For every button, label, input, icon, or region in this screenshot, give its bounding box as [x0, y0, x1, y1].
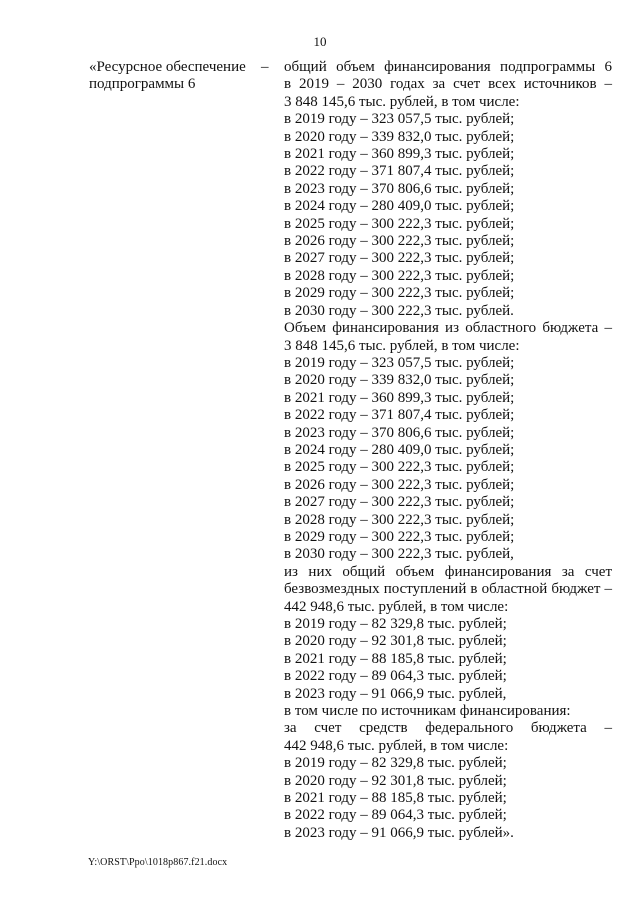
- left-line: «Ресурсное обеспечение: [89, 59, 246, 75]
- text-line: в 2024 году – 280 409,0 тыс. рублей;: [284, 198, 515, 215]
- text-line: в 2022 году – 89 064,3 тыс. рублей;: [284, 668, 507, 685]
- text-line: в 2025 году – 300 222,3 тыс. рублей;: [284, 459, 515, 476]
- text-line: в 2026 году – 300 222,3 тыс. рублей;: [284, 476, 515, 493]
- text-line: 3 848 145,6 тыс. рублей, в том числе:: [284, 337, 520, 354]
- text-line: в 2021 году – 88 185,8 тыс. рублей;: [284, 790, 507, 807]
- text-line: за счет средств федерального бюджета –: [284, 720, 612, 737]
- text-line: общий объем финансирования подпрограммы 6: [284, 59, 612, 75]
- text-line: 442 948,6 тыс. рублей, в том числе:: [284, 737, 509, 754]
- text-line: в 2028 году – 300 222,3 тыс. рублей;: [284, 511, 515, 528]
- text-line: в 2024 году – 280 409,0 тыс. рублей;: [284, 441, 515, 458]
- text-line: в 2022 году – 89 064,3 тыс. рублей;: [284, 807, 507, 824]
- text-line: в 2020 году – 339 832,0 тыс. рублей;: [284, 372, 515, 389]
- text-line: в 2020 году – 339 832,0 тыс. рублей;: [284, 128, 515, 145]
- text-line: в 2023 году – 91 066,9 тыс. рублей».: [284, 824, 514, 841]
- text-line: в 2027 году – 300 222,3 тыс. рублей;: [284, 494, 515, 511]
- text-line: в 2022 году – 371 807,4 тыс. рублей;: [284, 407, 515, 424]
- file-path-footer: Y:\ORST\Ppo\1018p867.f21.docx: [88, 857, 228, 868]
- right-column: [284, 59, 612, 842]
- text-line: в 2021 году – 88 185,8 тыс. рублей;: [284, 650, 507, 667]
- text-line: в 2022 году – 371 807,4 тыс. рублей;: [284, 163, 515, 180]
- text-line: в 2023 году – 91 066,9 тыс. рублей,: [284, 685, 507, 702]
- column-dash: –: [261, 59, 269, 75]
- text-line: в 2021 году – 360 899,3 тыс. рублей;: [284, 146, 515, 163]
- text-line: в 2026 году – 300 222,3 тыс. рублей;: [284, 233, 515, 250]
- text-line: в 2020 году – 92 301,8 тыс. рублей;: [284, 633, 507, 650]
- text-line: из них общий объем финансирования за счет: [284, 563, 612, 580]
- text-line: безвозмездных поступлений в областной бюджет –: [284, 581, 612, 598]
- text-line: в 2020 году – 92 301,8 тыс. рублей;: [284, 772, 507, 789]
- text-line: в 2019 году – 323 057,5 тыс. рублей;: [284, 111, 515, 128]
- text-line: 3 848 145,6 тыс. рублей, в том числе:: [284, 93, 520, 110]
- text-line: в 2019 году – 82 329,8 тыс. рублей;: [284, 616, 507, 632]
- page-number: 10: [313, 34, 327, 49]
- text-line: 442 948,6 тыс. рублей, в том числе:: [284, 598, 509, 615]
- text-line: в 2021 году – 360 899,3 тыс. рублей;: [284, 389, 515, 406]
- text-line: Объем финансирования из областного бюджета –: [284, 320, 612, 337]
- text-line: в 2029 году – 300 222,3 тыс. рублей;: [284, 285, 515, 302]
- text-line: в 2019 году – 323 057,5 тыс. рублей;: [284, 354, 515, 371]
- text-line: в 2023 году – 370 806,6 тыс. рублей;: [284, 424, 515, 441]
- left-line: подпрограммы 6: [89, 76, 196, 93]
- text-line: в том числе по источникам финансирования:: [284, 703, 571, 720]
- text-line: в 2029 году – 300 222,3 тыс. рублей;: [284, 528, 515, 545]
- text-line: в 2028 году – 300 222,3 тыс. рублей;: [284, 267, 515, 284]
- text-line: в 2025 году – 300 222,3 тыс. рублей;: [284, 215, 515, 232]
- text-line: в 2027 году – 300 222,3 тыс. рублей;: [284, 250, 515, 267]
- text-line: в 2019 году – 82 329,8 тыс. рублей;: [284, 755, 507, 772]
- text-line: в 2019 – 2030 годах за счет всех источников –: [284, 76, 612, 93]
- text-line: в 2030 году – 300 222,3 тыс. рублей,: [284, 546, 514, 563]
- text-line: в 2030 году – 300 222,3 тыс. рублей.: [284, 302, 514, 319]
- left-column: [89, 59, 265, 94]
- text-line: в 2023 году – 370 806,6 тыс. рублей;: [284, 180, 515, 197]
